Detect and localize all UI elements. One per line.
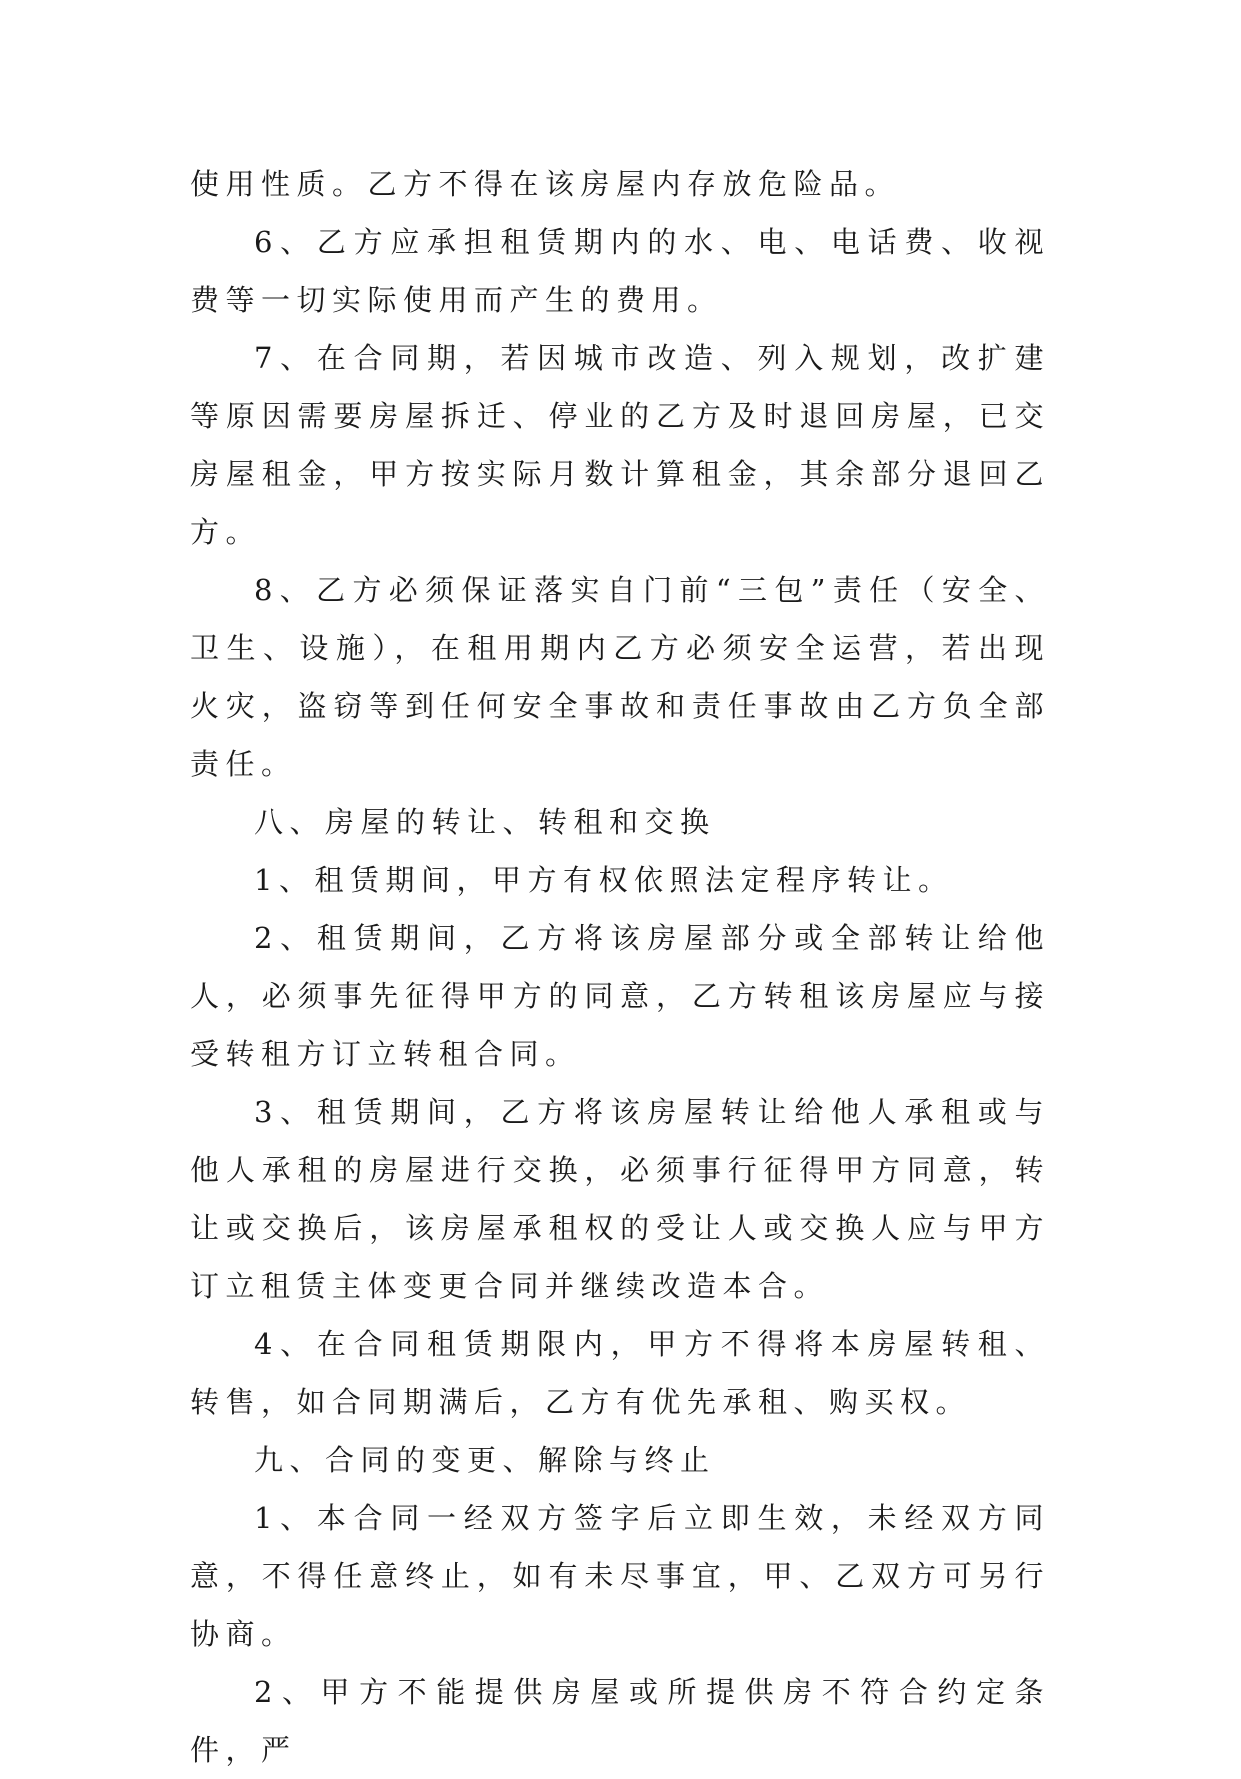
paragraph-s9-item-2: 2、甲方不能提供房屋或所提供房不符合约定条件，严 bbox=[190, 1675, 1050, 1767]
paragraph-s9-item-1: 1、本合同一经双方签字后立即生效，未经双方同意，不得任意终止，如有未尽事宜，甲、乙双方可另行协商。 bbox=[190, 1501, 1050, 1651]
paragraph-usage-continued: 使用性质。乙方不得在该房屋内存放危险品。 bbox=[190, 167, 901, 201]
contract-body-text bbox=[190, 155, 1050, 1779]
paragraph-item-6: 6、乙方应承担租赁期内的水、电、电话费、收视费等一切实际使用而产生的费用。 bbox=[190, 225, 1050, 317]
section-9-heading: 九、合同的变更、解除与终止 bbox=[254, 1443, 716, 1477]
paragraph-item-8: 8、乙方必须保证落实自门前“三包”责任（安全、卫生、设施），在租用期内乙方必须安全运营，若出现火灾，盗窃等到任何安全事故和责任事故由乙方负全部责任。 bbox=[190, 573, 1050, 781]
paragraph-item-7: 7、在合同期，若因城市改造、列入规划，改扩建等原因需要房屋拆迁、停业的乙方及时退回房屋，已交房屋租金，甲方按实际月数计算租金，其余部分退回乙方。 bbox=[190, 341, 1050, 549]
paragraph-s8-item-1: 1、租赁期间，甲方有权依照法定程序转让。 bbox=[254, 863, 954, 897]
paragraph-s8-item-3: 3、租赁期间，乙方将该房屋转让给他人承租或与他人承租的房屋进行交换，必须事行征得甲方同意，转让或交换后，该房屋承租权的受让人或交换人应与甲方订立租赁主体变更合同并继续改造本合。 bbox=[190, 1095, 1050, 1303]
paragraph-s8-item-2: 2、租赁期间，乙方将该房屋部分或全部转让给他人，必须事先征得甲方的同意，乙方转租该房屋应与接受转租方订立转租合同。 bbox=[190, 921, 1050, 1071]
paragraph-s8-item-4: 4、在合同租赁期限内，甲方不得将本房屋转租、转售，如合同期满后，乙方有优先承租、购买权。 bbox=[190, 1327, 1050, 1419]
section-8-heading: 八、房屋的转让、转租和交换 bbox=[254, 805, 716, 839]
